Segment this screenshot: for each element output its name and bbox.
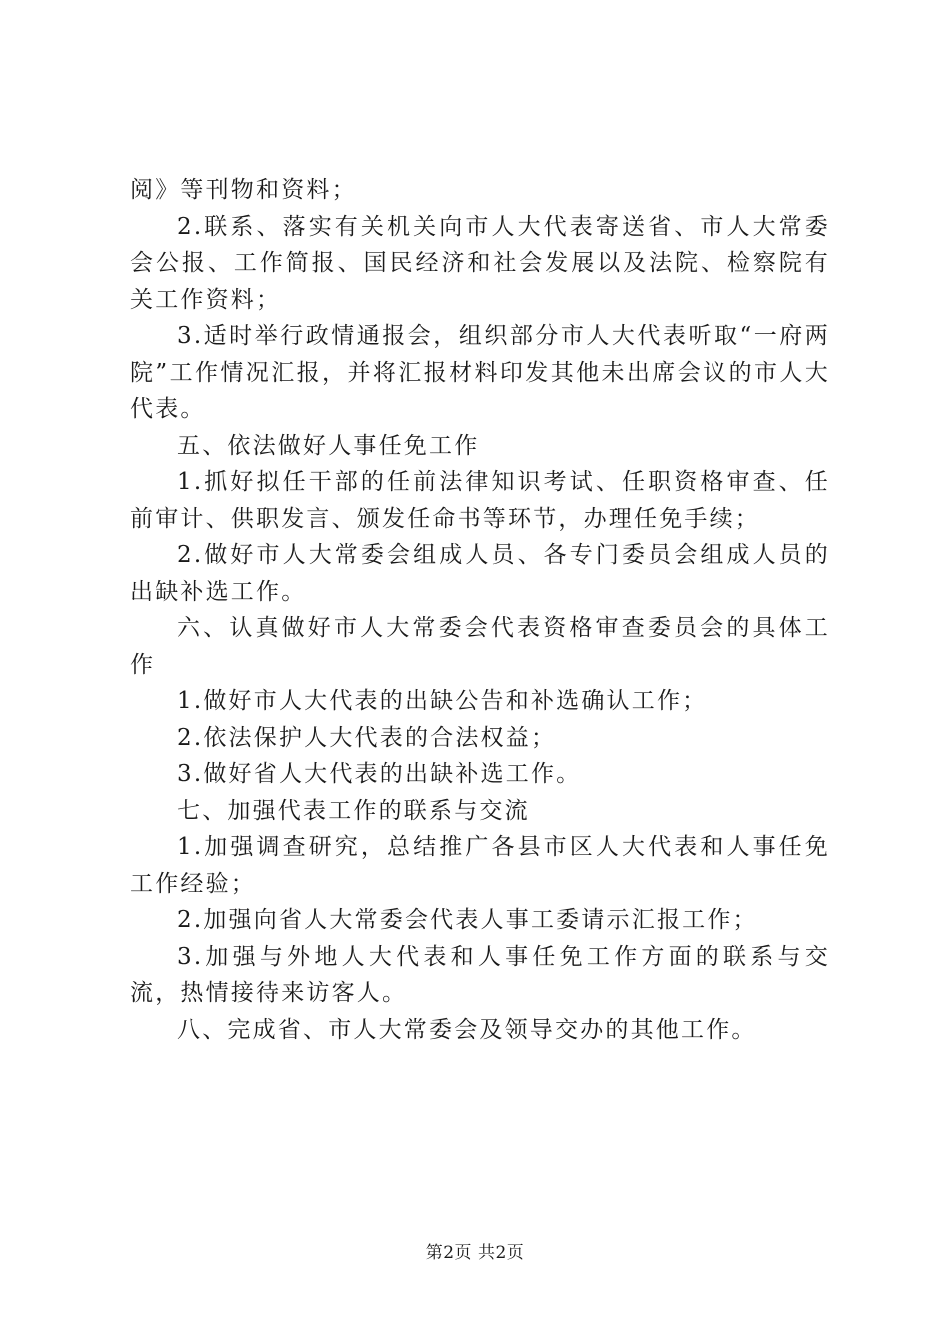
- paragraph-continuation: 阅》等刊物和资料；: [130, 177, 357, 203]
- section-heading: 六、认真做好市人大常委会代表资格审查委员会的具体工作: [130, 615, 830, 678]
- section-heading: 七、加强代表工作的联系与交流: [177, 797, 530, 824]
- paragraph-item: 2.联系、落实有关机关向市人大代表寄送省、市人大常委会公报、工作简报、国民经济和社会发展以及法院、检察院有关工作资料；: [130, 213, 830, 313]
- page-number-footer: 第2页 共2页: [425, 1243, 525, 1263]
- section-heading: 五、依法做好人事任免工作: [177, 432, 480, 459]
- document-body: [130, 172, 830, 1048]
- paragraph-item: 1.加强调查研究，总结推广各县市区人大代表和人事任免工作经验；: [130, 834, 830, 897]
- paragraph-item: 2.做好市人大常委会组成人员、各专门委员会组成人员的出缺补选工作。: [130, 542, 830, 605]
- paragraph-item: 2.加强向省人大常委会代表人事工委请示汇报工作；: [177, 907, 758, 933]
- paragraph-item: 3.加强与外地人大代表和人事任免工作方面的联系与交流，热情接待来访客人。: [130, 943, 830, 1006]
- paragraph-item: 2.依法保护人大代表的合法权益；: [177, 724, 557, 751]
- paragraph-item: 1.抓好拟任干部的任前法律知识考试、任职资格审查、任前审计、供职发言、颁发任命书等环节，办理任免手续；: [130, 469, 830, 532]
- paragraph-item: 3.做好省人大代表的出缺补选工作。: [177, 761, 582, 787]
- paragraph-item: 1.做好市人大代表的出缺公告和补选确认工作；: [177, 688, 708, 714]
- section-heading: 八、完成省、市人大常委会及领导交办的其他工作。: [177, 1016, 757, 1043]
- paragraph-item: 3.适时举行政情通报会，组织部分市人大代表听取“一府两院”工作情况汇报，并将汇报材料印发其他未出席会议的市人大代表。: [130, 323, 830, 422]
